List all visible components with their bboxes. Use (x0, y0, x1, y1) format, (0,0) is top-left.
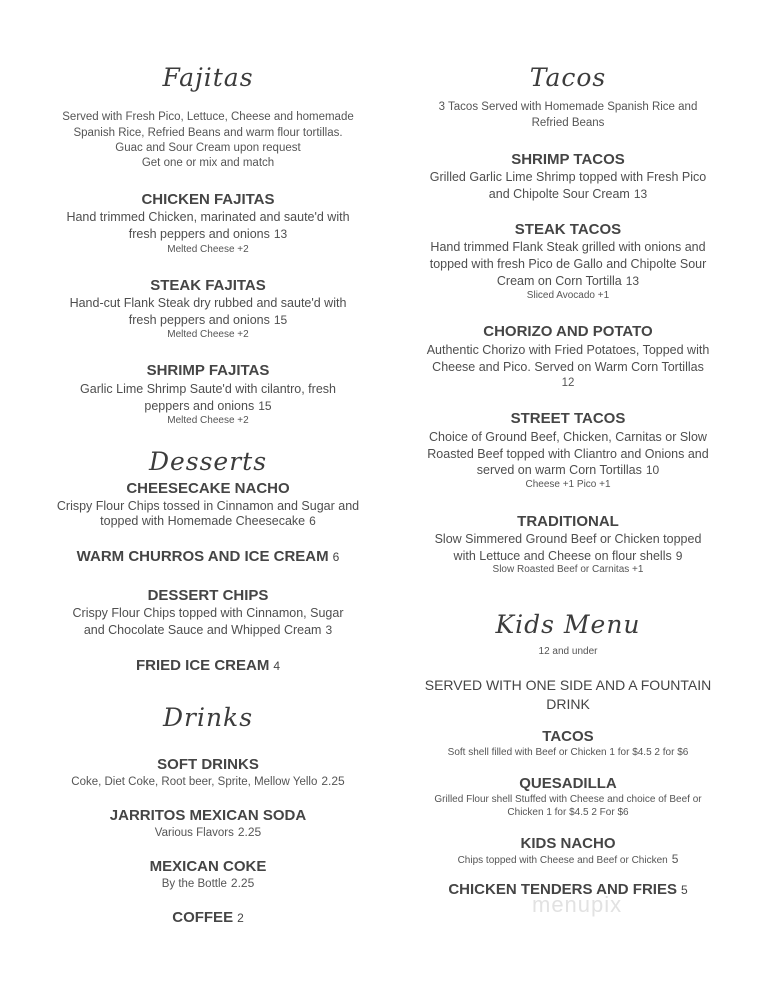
item-name (18, 362, 398, 380)
section-intro-text: Spanish Rice, Refried Beans and warm flour tortillas. (73, 127, 343, 139)
item-description (378, 238, 758, 256)
section-title-drinks (18, 702, 398, 734)
item-description (378, 530, 758, 548)
item-name-text: SHRIMP TACOS (511, 151, 625, 168)
item-name-text: STREET TACOS (510, 410, 626, 427)
item-name (18, 909, 398, 927)
item-description-text: topped with fresh Pico de Gallo and Chipolte Sour (429, 257, 707, 271)
item-description-text: served on warm Corn Tortillas (476, 463, 642, 477)
item-name (18, 277, 398, 295)
item-description-text: Choice of Ground Beef, Chicken, Carnitas or Slow (429, 430, 707, 444)
item-description (18, 225, 398, 243)
item-price: 6 (309, 514, 316, 528)
item-description-text: Roasted Beef topped with Cliantro and Onions and (427, 447, 709, 461)
item-name-text: JARRITOS MEXICAN SODA (109, 807, 307, 824)
item-description (378, 428, 758, 446)
item-addon-note (378, 806, 758, 820)
section-title-kids-menu (378, 609, 758, 641)
item-addon-note (378, 563, 758, 577)
item-description-text: and Chocolate Sauce and Whipped Cream (83, 623, 322, 637)
item-description-text: Garlic Lime Shrimp Saute'd with cilantro, fresh (80, 382, 336, 396)
item-addon-note (378, 852, 758, 866)
item-name-text: CHORIZO AND POTATO (483, 323, 653, 340)
item-name (18, 657, 398, 675)
item-description (378, 185, 758, 203)
item-description-text: Hand-cut Flank Steak dry rubbed and saute'd with (69, 296, 347, 310)
section-intro-text: Guac and Sour Cream upon request (115, 142, 301, 154)
item-addon-note (18, 328, 398, 342)
section-intro (18, 823, 398, 841)
item-name-text: COFFEE (172, 909, 234, 926)
item-name (378, 775, 758, 793)
section-intro-text: Coke, Diet Coke, Root beer, Sprite, Mellow Yello (71, 776, 318, 788)
item-name (18, 480, 398, 498)
item-description-text: and Chipolte Sour Cream (488, 187, 630, 201)
item-name (18, 548, 398, 566)
item-addon-note (378, 289, 758, 303)
item-price: 5 (671, 852, 679, 866)
item-addon-note-text: Chips topped with Cheese and Beef or Chicken (457, 855, 668, 866)
section-intro (378, 374, 758, 392)
item-price: 15 (273, 313, 288, 327)
item-name (378, 728, 758, 746)
section-intro-text: Served with Fresh Pico, Lettuce, Cheese and homemade (62, 111, 354, 123)
item-name-text: KIDS NACHO (520, 835, 616, 852)
item-price: 4 (273, 659, 281, 673)
item-name (378, 881, 758, 899)
served-with-note-text: SERVED WITH ONE SIDE AND A FOUNTAIN (424, 677, 712, 693)
section-intro (378, 114, 758, 132)
section-title-kids-menu-text: Kids Menu (495, 610, 641, 639)
section-intro-text: 12 (561, 377, 575, 389)
item-description (18, 294, 398, 312)
section-title-tacos (378, 62, 758, 94)
item-price: 2.25 (321, 774, 345, 788)
item-addon-note-text: Sliced Avocado +1 (526, 290, 610, 301)
item-name (378, 221, 758, 239)
item-name-text: STEAK FAJITAS (150, 277, 266, 294)
section-intro-text: Various Flavors (154, 827, 234, 839)
item-description-text: Cream on Corn Tortilla (496, 274, 622, 288)
item-name-text: SOFT DRINKS (157, 756, 259, 773)
item-description (378, 461, 758, 479)
item-description (18, 208, 398, 226)
item-description (18, 397, 398, 415)
section-title-fajitas-text: Fajitas (162, 63, 254, 92)
item-description (18, 604, 398, 622)
item-description-text: peppers and onions (144, 399, 255, 413)
item-name-text: TACOS (542, 728, 594, 745)
item-addon-note (378, 793, 758, 807)
served-with-note-text: DRINK (546, 696, 590, 712)
item-description (378, 168, 758, 186)
item-name-text: CHICKEN TENDERS AND FRIES (448, 881, 677, 898)
item-description-text: Cheese and Pico. Served on Warm Corn Tortillas (432, 360, 704, 374)
item-addon-note (378, 645, 758, 659)
item-price: 9 (675, 549, 683, 563)
item-price: 15 (258, 399, 272, 413)
item-description-text: Authentic Chorizo with Fried Potatoes, Topped with (426, 343, 710, 357)
item-name-text: SHRIMP FAJITAS (146, 362, 270, 379)
served-with-note (378, 695, 758, 713)
item-addon-note-text: Melted Cheese +2 (167, 244, 249, 255)
item-description-text: Slow Simmered Ground Beef or Chicken topped (434, 532, 702, 546)
item-description-text: Crispy Flour Chips topped with Cinnamon, Sugar (72, 606, 344, 620)
item-name-text: FRIED ICE CREAM (135, 657, 270, 674)
section-intro (18, 154, 398, 172)
item-name (378, 835, 758, 853)
item-description-text: topped with Homemade Cheesecake (100, 514, 306, 528)
item-price: 2 (237, 911, 244, 925)
item-price: 10 (645, 463, 660, 477)
item-addon-note-text: Grilled Flour shell Stuffed with Cheese and choice of Beef or (434, 794, 702, 805)
section-title-desserts (18, 446, 398, 478)
item-addon-note-text: Melted Cheese +2 (167, 329, 249, 340)
item-description (18, 512, 398, 530)
section-intro-text: By the Bottle (161, 878, 227, 890)
item-price: 5 (680, 883, 688, 897)
item-name (18, 191, 398, 209)
item-name-text: CHEESECAKE NACHO (126, 480, 290, 497)
item-description (18, 621, 398, 639)
section-title-drinks-text: Drinks (162, 703, 254, 732)
item-name-text: DESSERT CHIPS (147, 587, 269, 604)
section-title-desserts-text: Desserts (148, 447, 268, 476)
section-intro-text: Refried Beans (531, 117, 605, 129)
item-price: 13 (633, 187, 648, 201)
item-price: 2.25 (230, 876, 255, 890)
item-name-text: CHICKEN FAJITAS (141, 191, 275, 208)
item-addon-note-text: Melted Cheese +2 (167, 415, 249, 426)
item-name-text: QUESADILLA (519, 775, 617, 792)
section-intro-text: Get one or mix and match (141, 157, 275, 169)
section-intro-text: 3 Tacos Served with Homemade Spanish Rice and (438, 101, 698, 113)
item-addon-note-text: Slow Roasted Beef or Carnitas +1 (492, 564, 644, 575)
item-addon-note (378, 746, 758, 760)
item-name (18, 587, 398, 605)
item-description (378, 255, 758, 273)
item-name (378, 513, 758, 531)
item-name-text: TRADITIONAL (517, 513, 619, 530)
item-description (378, 341, 758, 359)
item-addon-note-text: Cheese +1 Pico +1 (525, 479, 611, 490)
item-name-text: MEXICAN COKE (149, 858, 267, 875)
item-name (378, 151, 758, 169)
item-description (378, 272, 758, 290)
item-addon-note (18, 243, 398, 257)
item-price: 3 (325, 623, 333, 637)
item-price: 13 (273, 227, 288, 241)
item-description-text: Crispy Flour Chips tossed in Cinnamon and Sugar and (56, 499, 360, 513)
item-description-text: Hand trimmed Flank Steak grilled with onions and (430, 240, 706, 254)
item-price: 2.25 (237, 825, 262, 839)
section-intro (18, 874, 398, 892)
item-name-text: WARM CHURROS AND ICE CREAM (76, 548, 329, 565)
item-description-text: Grilled Garlic Lime Shrimp topped with Fresh Pico (429, 170, 707, 184)
item-price: 6 (332, 550, 340, 564)
item-description (18, 380, 398, 398)
item-description-text: fresh peppers and onions (128, 227, 270, 241)
item-addon-note-text: 12 and under (538, 646, 598, 657)
item-name (378, 323, 758, 341)
item-description-text: with Lettuce and Cheese on flour shells (453, 549, 672, 563)
item-addon-note-text: Chicken 1 for $4.5 2 For $6 (507, 807, 629, 818)
item-addon-note-text: Soft shell filled with Beef or Chicken 1 for $4.5 2 for $6 (447, 747, 689, 758)
item-addon-note (378, 478, 758, 492)
item-name-text: STEAK TACOS (514, 221, 622, 238)
watermark-logo: menupix (532, 892, 623, 917)
item-name (378, 410, 758, 428)
section-intro (18, 772, 398, 790)
item-description-text: fresh peppers and onions (128, 313, 270, 327)
item-description (18, 311, 398, 329)
served-with-note (378, 676, 758, 694)
section-title-tacos-text: Tacos (529, 63, 607, 92)
item-addon-note (18, 414, 398, 428)
section-title-fajitas (18, 62, 398, 94)
item-price: 13 (625, 274, 640, 288)
item-description-text: Hand trimmed Chicken, marinated and saute'd with (66, 210, 350, 224)
